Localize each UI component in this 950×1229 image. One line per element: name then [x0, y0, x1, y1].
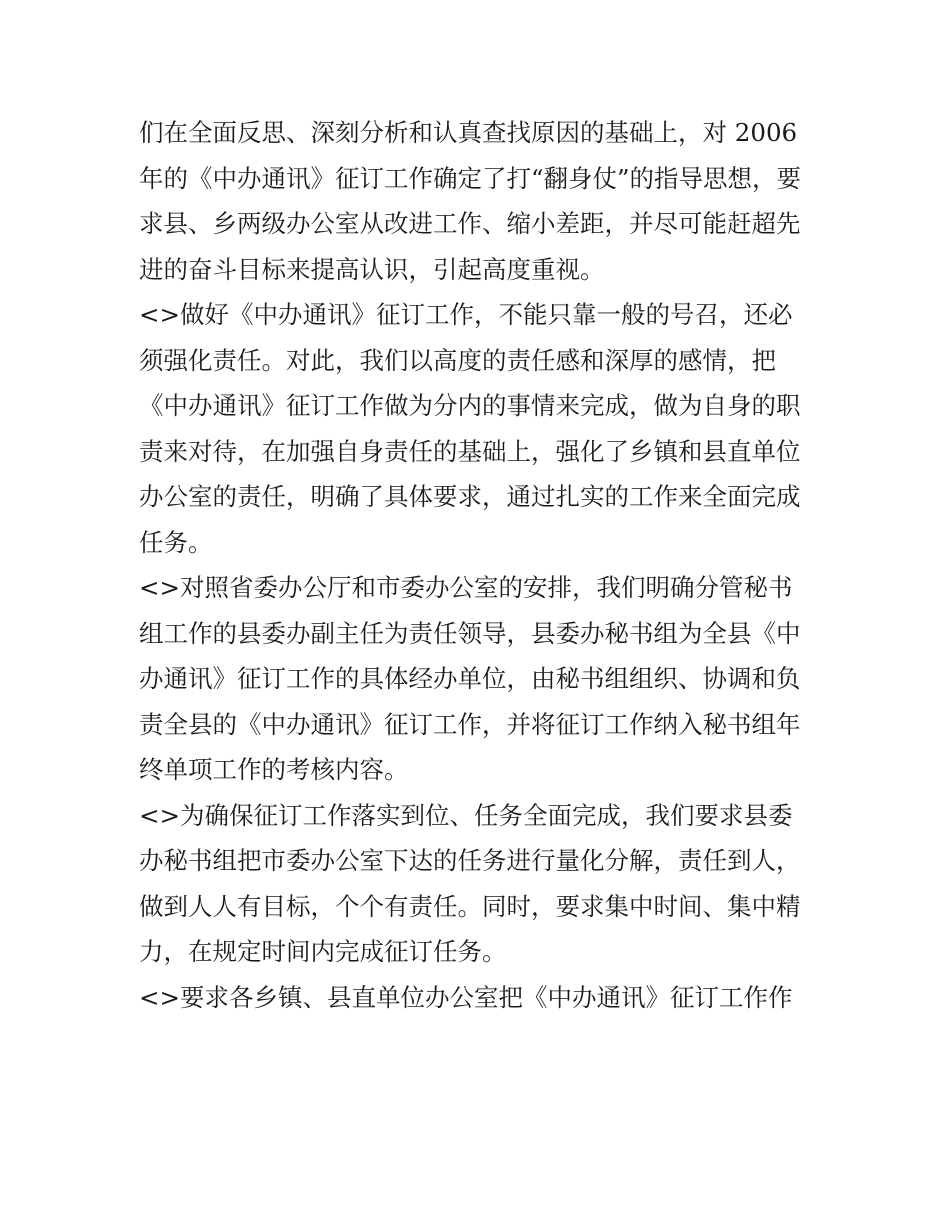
- text-line: 求县、乡两级办公室从改进工作、缩小差距，并尽可能赶超先: [139, 209, 801, 238]
- text-line: 责来对待，在加强自身责任的基础上，强化了乡镇和县直单位: [139, 436, 801, 466]
- text-line: 任务。: [139, 527, 213, 557]
- text-line: 责全县的《中办通讯》征订工作，并将征订工作纳入秘书组年: [139, 709, 801, 739]
- text-line: 组工作的县委办副主任为责任领导，县委办秘书组为全县《中: [139, 618, 801, 648]
- text-line: 《中办通讯》征订工作做为分内的事情来完成，做为自身的职: [139, 391, 801, 420]
- document-body: [139, 110, 819, 1020]
- text-line: 终单项工作的考核内容。: [139, 755, 409, 784]
- text-line: 进的奋斗目标来提高认识，引起高度重视。: [139, 254, 605, 284]
- text-line: 做到人人有目标，个个有责任。同时，要求集中时间、集中精: [139, 891, 801, 921]
- text-line: 须强化责任。对此，我们以高度的责任感和深厚的感情，把: [139, 345, 776, 375]
- text-line: <>做好《中办通讯》征订工作，不能只靠一般的号召，还必: [139, 300, 793, 329]
- text-line: <>对照省委办公厅和市委办公室的安排，我们明确分管秘书: [139, 573, 793, 602]
- text-line: 力，在规定时间内完成征订任务。: [139, 937, 507, 966]
- text-line: 办通讯》征订工作的具体经办单位，由秘书组组织、协调和负: [139, 664, 801, 693]
- text-line: 年的《中办通讯》征订工作确定了打“翻身仗”的指导思想，要: [139, 163, 802, 193]
- text-line: 们在全面反思、深刻分析和认真查找原因的基础上，对 2006: [139, 118, 798, 147]
- text-line: 办秘书组把市委办公室下达的任务进行量化分解，责任到人，: [139, 846, 801, 875]
- text-line: 办公室的责任，明确了具体要求，通过扎实的工作来全面完成: [139, 482, 801, 511]
- text-line: <>为确保征订工作落实到位、任务全面完成，我们要求县委: [139, 800, 793, 830]
- text-line: <>要求各乡镇、县直单位办公室把《中办通讯》征订工作作: [139, 982, 793, 1012]
